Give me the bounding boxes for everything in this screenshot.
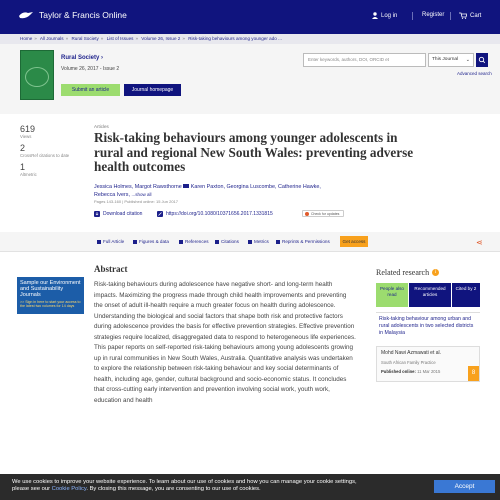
submit-article-button[interactable]: Submit an article <box>61 84 120 96</box>
register-link[interactable]: Register <box>422 12 445 18</box>
printer-icon <box>276 240 280 244</box>
crossref-metric[interactable]: 2 CrossRef citations to date <box>20 143 70 158</box>
breadcrumb-volume[interactable]: Volume 26, Issue 2 <box>141 36 181 41</box>
brand-name: Taylor & Francis Online <box>39 10 127 20</box>
authors-tertiary[interactable]: Rebecca Ivers, <box>94 192 130 198</box>
article-title: Risk-taking behaviours among younger adolescents in rural and regional New South Wales: preventing adverse health outcomes <box>94 130 414 174</box>
lamp-logo-icon <box>18 10 34 20</box>
cart-link[interactable] <box>459 12 481 19</box>
user-icon <box>372 12 378 19</box>
journal-homepage-button[interactable]: Journal homepage <box>124 84 181 96</box>
brand-logo[interactable] <box>18 10 127 20</box>
advertisement-banner[interactable] <box>17 277 84 314</box>
related-article-title[interactable]: Risk-taking behaviour among urban and rural adolescents in two selected districts in Malaysia <box>379 316 474 336</box>
related-article-card[interactable] <box>376 346 480 382</box>
search-button[interactable] <box>476 53 488 67</box>
breadcrumb: Home » All Journals » Rural Society » List of Issues » Volume 26, Issue 2 » Risk-taking behaviours among younger ado ... <box>0 34 500 44</box>
tab-people-also-read[interactable]: People also read <box>376 283 408 307</box>
journal-volume[interactable]: Volume 26, 2017 - Issue 2 <box>61 66 120 72</box>
document-icon <box>97 240 101 244</box>
journal-title[interactable]: Rural Society › <box>61 55 104 61</box>
cart-label: Cart <box>470 12 482 19</box>
authors-secondary[interactable]: Karen Paxton, Georgina Luscombe, Catherine Hawke, <box>190 184 321 190</box>
tab-recommended-articles[interactable]: Recommended articles <box>409 283 451 307</box>
tab-cited-by[interactable]: Cited by 2 <box>452 283 480 307</box>
related-article-journal: South African Family Practice <box>381 360 436 365</box>
pages-published: Pages 143-160 | Published online: 15 Jun 2017 <box>94 199 178 204</box>
breadcrumb-article: Risk-taking behaviours among younger ado ... <box>188 36 282 41</box>
article-type: Articles <box>94 124 109 129</box>
related-article-author: Mohd Nawi Azmawati et al. <box>381 350 442 356</box>
download-icon <box>94 211 100 217</box>
tab-reprints[interactable]: Reprints & Permissions <box>276 239 330 244</box>
tab-full-article[interactable]: Full Article <box>97 239 124 244</box>
related-research-tabs <box>376 283 480 307</box>
login-link[interactable] <box>372 12 397 19</box>
download-label: Download citation <box>103 211 143 217</box>
search-icon <box>476 53 488 67</box>
doi-label: https://doi.org/10.1080/10371656.2017.1331815 <box>166 211 273 217</box>
related-research-title: Related research <box>376 268 430 277</box>
authors-primary[interactable]: Jessica Holmes, Margot Rawsthorne <box>94 184 182 190</box>
site-header <box>0 0 500 34</box>
info-icon[interactable]: i <box>432 269 439 276</box>
image-icon <box>133 240 137 244</box>
quote-icon <box>215 240 219 244</box>
search-scope-select[interactable]: This Journal ⌄ <box>428 53 474 67</box>
divider <box>412 12 413 20</box>
get-access-button[interactable]: Get access <box>340 236 368 247</box>
cookie-message: We use cookies to improve your website experience. To learn about our use of cookies and how you can manage your cookie settings, please see our Cookie Policy. By closing this message, you are consenting to our use of cookies. <box>12 479 357 492</box>
related-research-heading <box>376 268 439 277</box>
check-for-updates-badge[interactable]: Check for updates <box>302 210 344 217</box>
article-tabs <box>0 232 500 252</box>
author-list <box>94 183 394 199</box>
tab-figures-data[interactable]: Figures & data <box>133 239 169 244</box>
breadcrumb-issues[interactable]: List of Issues <box>106 36 134 41</box>
journal-cover-image[interactable] <box>20 50 54 100</box>
views-metric[interactable]: 619 Views <box>20 124 36 139</box>
doi-link[interactable] <box>157 211 273 217</box>
abstract-heading: Abstract <box>94 264 128 274</box>
ad-subtext: >> Sign in here to start your access to the latest two volumes for 14 days <box>20 300 81 309</box>
tab-citations[interactable]: Citations <box>215 239 239 244</box>
related-article-number: 8 <box>468 366 479 381</box>
search-input[interactable]: Enter keywords, authors, DOI, ORCID et <box>303 53 426 67</box>
altmetric-metric[interactable]: 1 Altmetric <box>20 162 37 177</box>
share-icon[interactable]: ⋖ <box>476 238 483 247</box>
cookie-policy-link[interactable]: Cookie Policy <box>51 486 87 492</box>
breadcrumb-all-journals[interactable]: All Journals <box>39 36 64 41</box>
accept-cookies-button[interactable]: Accept <box>434 480 495 493</box>
cookie-banner <box>0 474 500 500</box>
bar-chart-icon <box>248 240 252 244</box>
divider <box>450 12 451 20</box>
download-citation-link[interactable] <box>94 211 142 217</box>
link-icon <box>157 211 163 217</box>
show-all-authors-link[interactable]: ...show all <box>131 192 152 197</box>
related-article-card[interactable] <box>376 312 480 344</box>
breadcrumb-home[interactable]: Home <box>20 36 33 41</box>
chevron-down-icon: ⌄ <box>465 57 470 63</box>
related-article-published: Published online: 11 Mar 2015 <box>381 369 441 374</box>
email-icon[interactable] <box>183 184 189 188</box>
cart-icon <box>459 12 467 19</box>
abstract-text: Risk-taking behaviours during adolescence have negative short- and long-term health impacts. Maximizing the progress made through child health improvements and preventing the onset of adult ill-health require a much greater focus on health during adolescence. Understanding the biological and social factors that shape both risk and protective factors during adolescence provides the basis for effective prevention strategies. Effective prevention strategies require localized, disaggregated data to respond to heterogeneous life experiences. This paper reports on self-reported risk-taking behaviours among young adolescents growing up in rural communities in New South Wales, Australia. Quantitative analysis was undertaken to explore the relationship between risk-taking behaviour and key social determinants of health, including age, gender, cultural background and socio-economic status. It concludes that cross-cutting early intervention and prevention involving social work, youth work, education and health <box>94 281 356 404</box>
login-label: Log in <box>381 12 398 19</box>
tab-references[interactable]: References <box>179 239 209 244</box>
tab-metrics[interactable]: Metrics <box>248 239 269 244</box>
article-metrics <box>20 124 70 181</box>
list-icon <box>179 240 183 244</box>
ad-heading: Sample our Environment and Sustainability Journals <box>20 280 81 298</box>
advanced-search-link[interactable]: Advanced search <box>457 71 492 76</box>
breadcrumb-journal[interactable]: Rural Society <box>71 36 99 41</box>
